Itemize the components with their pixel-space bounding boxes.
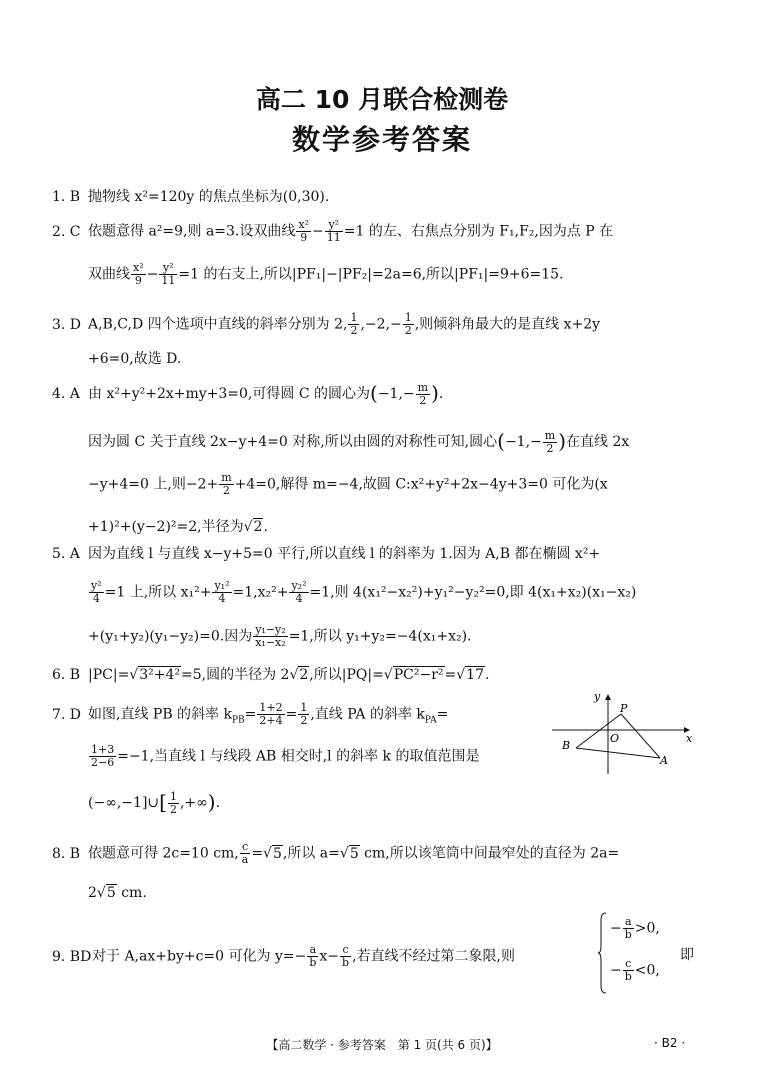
page-code: · B2 ·	[654, 1036, 686, 1050]
fraction: $\frac{1}{2}$	[404, 311, 412, 337]
left-brace-icon	[598, 912, 608, 994]
answer-1: 1. B 抛物线 x²=120y 的焦点坐标为(0,30).	[52, 189, 330, 205]
answer-number: 8. B	[52, 845, 81, 862]
fraction: $\frac{\text{y₁²}}{4}$	[214, 579, 230, 605]
answer-number: 3. D	[52, 316, 82, 333]
fraction: $\frac{a}{b}$	[624, 915, 632, 941]
answer-5-line-3: +(y₁+y₂)(y₁−y₂)=0.因为 $\frac{\text{y₁−y₂}}{\text{x₁−x₂}}$ =1,所以 y₁+y₂=−4(x₁+x₂).	[88, 623, 472, 649]
answer-3-line-1: 3. D A,B,C,D 四个选项中直线的斜率分别为 2, $\frac{1}{2}$ ,−2,− $\frac{1}{2}$ ,则倾斜角最大的是直线 x+2y	[52, 311, 601, 337]
answer-number: 6. B	[52, 667, 81, 683]
answer-5-line-1: 5. A 因为直线 l 与直线 x−y+5=0 平行,所以直线 l 的斜率为 1.因为 A,B 都在椭圆 x²+	[52, 546, 601, 562]
inequality-row-1: − $\frac{a}{b}$ >0,	[610, 915, 660, 941]
answer-number: 1. B	[52, 189, 81, 205]
fraction: $\frac{\text{y₂²}}{4}$	[291, 579, 307, 605]
coordinate-figure	[550, 686, 700, 776]
fraction: $\frac{m}{2}$	[221, 471, 232, 497]
fraction: $\frac{\text{y²}}{11}$	[326, 218, 341, 244]
fraction: $\frac{m}{2}$	[544, 428, 556, 455]
answer-7-line-3: (−∞,−1]∪[ $\frac{1}{2}$ ,+∞).	[88, 789, 221, 816]
inequality-system	[598, 912, 678, 994]
answer-9-line-1: 9. BD对于 A,ax+by+c=0 可化为 y=− $\frac{a}{b}$ x− $\frac{c}{b}$ ,若直线不经过第二象限,则	[52, 943, 515, 969]
fraction: $\frac{1+3}{2-6}$	[91, 743, 115, 769]
answer-number: 2. C	[52, 223, 81, 240]
segment-pa	[621, 714, 660, 758]
fraction: $\frac{1}{2}$	[350, 311, 358, 337]
label-o: O	[610, 732, 620, 745]
answer-9-continuation: 即	[680, 947, 694, 963]
answer-4-line-2: 因为圆 C 关于直线 2x−y+4=0 对称,所以由圆的对称性可知,圆心(−1,− $\frac{m}{2}$ )在直线 2x	[88, 428, 630, 455]
fraction: $\frac{c}{a}$	[241, 840, 249, 866]
fraction: $\frac{\text{x²}}{9}$	[133, 261, 144, 287]
answer-2-line-1: 2. C 依题意得 a²=9,则 a=3.设双曲线 $\frac{\text{x²}}{9}$ − $\frac{\text{y²}}{11}$ =1 的左、右焦点分别为 F₁,F₂,因为点 P 在	[52, 218, 614, 244]
answer-number: 4. A	[52, 386, 80, 402]
answer-4-line-3: −y+4=0 上,则−2+ $\frac{m}{2}$ +4=0,解得 m=−4,故圆 C:x²+y²+2x−4y+3=0 可化为(x	[88, 471, 608, 497]
segment-ab	[576, 748, 660, 758]
fraction: $\frac{1}{2}$	[169, 789, 177, 816]
fraction: $\frac{\text{y²}}{11}$	[161, 261, 176, 287]
fraction: $\frac{c}{b}$	[342, 943, 350, 969]
answer-3-line-2: +6=0,故选 D.	[88, 351, 182, 367]
fraction: $\frac{\text{y²}}{4}$	[91, 579, 102, 605]
fraction: $\frac{\text{y₁−y₂}}{\text{x₁−x₂}}$	[255, 623, 286, 649]
answer-6: 6. B |PC|=√3²+4²=5,圆的半径为 2√2,所以|PQ|=√PC²−r²=√17.	[52, 667, 490, 683]
answer-8-line-1: 8. B 依题意可得 2c=10 cm, $\frac{c}{a}$ =√5,所以 a=√5 cm,所以该笔筒中间最窄处的直径为 2a=	[52, 840, 620, 866]
page-subtitle: 数学参考答案	[291, 123, 472, 156]
answer-7-line-1: 7. D 如图,直线 PB 的斜率 $k_{PB}=$ $\frac{1+2}{2+4}$ = $\frac{1}{2}$ ,直线 PA 的斜率 $k_{PA}=$	[52, 701, 449, 727]
fraction: $\frac{1+2}{2+4}$	[259, 701, 283, 727]
fraction: $\frac{a}{b}$	[309, 943, 317, 969]
fraction: $\frac{c}{b}$	[624, 957, 632, 983]
answer-7-line-2: $\frac{1+3}{2-6}$ =−1,当直线 l 与线段 AB 相交时,l 的斜率 k 的取值范围是	[91, 743, 480, 769]
label-y: y	[594, 690, 601, 703]
y-axis-arrow-icon	[605, 694, 611, 700]
label-b: B	[562, 739, 571, 752]
fraction: $\frac{m}{2}$	[417, 380, 429, 407]
answer-5-line-2: $\frac{\text{y²}}{4}$ =1 上,所以 x₁²+ $\frac{\text{y₁²}}{4}$ =1,x₂²+ $\frac{\text{y₂²}}{4}$ =1,则 4(x₁²−x₂²)+y₁²−y₂²=0,即 4(x₁+x₂)(x₁−x₂)	[91, 579, 637, 605]
answer-2-line-2: 双曲线 $\frac{\text{x²}}{9}$ − $\frac{\text{y²}}{11}$ =1 的右支上,所以|PF₁|−|PF₂|=2a=6,所以|PF₁|=9+6=15.	[88, 261, 564, 287]
answer-number: 5. A	[52, 546, 80, 562]
label-p: P	[620, 702, 628, 715]
inequality-row-2: − $\frac{c}{b}$ <0,	[610, 957, 660, 983]
answer-number: 9. BD	[52, 948, 92, 965]
label-x: x	[686, 732, 693, 745]
fraction: $\frac{\text{x²}}{9}$	[298, 218, 310, 244]
answer-4-line-4: +1)²+(y−2)²=2,半径为√2.	[88, 519, 268, 535]
label-a: A	[660, 754, 668, 767]
page-title: 高二 10 月联合检测卷	[255, 85, 509, 114]
answer-8-line-2: 2√5 cm.	[88, 885, 147, 901]
answer-4-line-1: 4. A 由 x²+y²+2x+my+3=0,可得圆 C 的圆心为(−1,− $\frac{m}{2}$ ).	[52, 380, 444, 407]
fraction: $\frac{1}{2}$	[300, 701, 308, 727]
page-footer: 【高二数学 · 参考答案 第 1 页(共 6 页)】	[266, 1038, 498, 1052]
answer-number: 7. D	[52, 706, 82, 723]
